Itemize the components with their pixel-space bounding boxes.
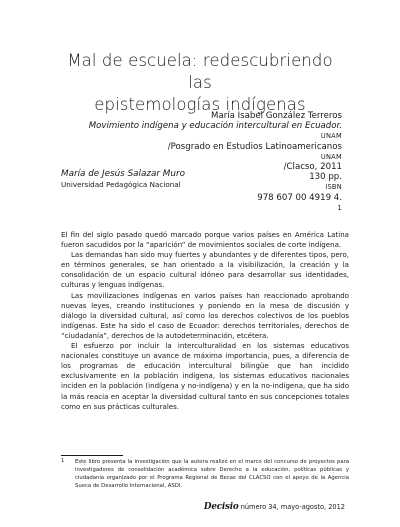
page-footer [204,502,345,512]
article-title [60,50,340,116]
article-title-line-1: Mal de escuela: redescubriendo las [67,51,333,92]
journal-logo: Decisio [203,502,239,512]
review-body [61,230,349,412]
reviewer-name: María de Jesús Salazar Muro [61,169,185,179]
book-publisher [42,131,342,172]
book-reference [42,111,342,217]
paragraph: Las demandas han sido muy fuertes y abundantes y de diferentes tipos, pero, en términos generales, se han orientado a la visibilización, la creación y la consolidación de un espacio cultural idóneo para desarrollar sus identidades, culturas y lenguas indígenas. [61,250,349,290]
paragraph: El esfuerzo por incluir la interculturalidad en los sistemas educativos nacionales constituye un avance de máxima importancia, pues, a diferencia de los programas de educación intercultural bilingüe que han incidido exclusivamente en la población indígena, los sistemas educativos nacionales inciden en la población (indígena y no-indígena) y en la no-indígena, que ha sido la más reacia en aceptar la diversidad cultural tanto en sus concepciones totales como en sus prácticas culturales. [61,341,349,411]
footnote-divider [61,455,123,456]
book-title: Movimiento indígena y educación intercultural en Ecuador. [88,121,342,132]
publisher-tail: /Clacso, 2011 [283,162,342,173]
book-pages: 130 pp. [309,172,342,183]
publisher-text: /Posgrado en Estudios Latinoamericanos [167,141,342,152]
paragraph: Las movilizaciones indígenas en varios países han reaccionado aprobando nuevas leyes, creando instituciones y poniendo en la mesa de discusión y diálogo la diversidad cultural, así como los derechos colectivos de los pueblos indígenas. Este ha sido el caso de Ecuador: derechos territoriales, derechos de “ciudadanía”, derechos de la autodeterminación, etcétera. [61,290,349,340]
footnote-number: 1 [61,458,65,464]
reviewer-block [61,169,185,190]
publisher-abbr-1: UNAM [320,132,342,141]
footnote [61,459,349,491]
footnote-text: Este libro presenta la investigación que la autora realizó en el marco del concurso de proyectos para investigadores de consolidación académica sobre Derecho a la educación, políticas públicas y ciudadanía organizado por el Programa Regional de Becas del CLACSO con el apoyo de la Agencia Sueca de Desarrollo Internacional, ASDI. [75,459,349,489]
article-title-line-2: epistemologías indígenas [94,95,306,114]
book-author: María Isabel González Terreros [211,111,342,121]
publisher-abbr-2: UNAM [320,152,342,161]
isbn-value: 978 607 00 4919 4. [257,192,342,203]
issue-info: número 34, mayo-agosto, 2012 [238,503,345,511]
reviewer-institution: Universidad Pedagógica Nacional [61,179,181,189]
footnote-reference: 1 [337,203,342,212]
paragraph: El fin del siglo pasado quedó marcado porque varios países en América Latina fueron sacudidos por la “aparición” de movimientos sociales de corte indígena. [61,230,349,250]
isbn-label: ISBN [325,183,342,192]
